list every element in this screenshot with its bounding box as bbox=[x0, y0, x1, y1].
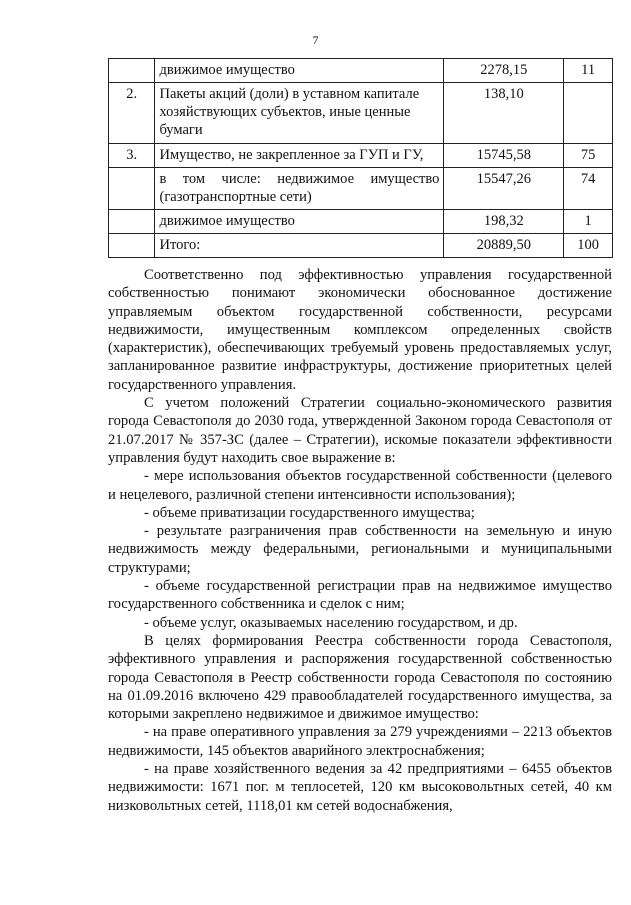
row-percent: 100 bbox=[564, 234, 613, 258]
list-item: - объеме государственной регистрации прав на недвижимое имущество государственного собственника и сделок с ним; bbox=[108, 578, 612, 613]
list-item: - на праве хозяйственного ведения за 42 предприятиями – 6455 объектов недвижимости: 1671 пог. м теплосетей, 120 км высоковольтных сетей, 40 км низковольтных сетей, 1118,01 км сетей водоснабжения, bbox=[108, 761, 612, 814]
table-row bbox=[109, 83, 613, 144]
row-value: 138,10 bbox=[444, 83, 564, 144]
list-item: - на праве оперативного управления за 279 учреждениями – 2213 объектов недвижимости, 145 объектов аварийного электроснабжения; bbox=[108, 724, 612, 759]
paragraph: Соответственно под эффективностью управления государственной собственностью понимают экономически обоснованное достижение управляемым объектом государственной собственности, ресурсами недвижимости, имущественным комплексом определенных свойств (характеристик), обеспечивающих требуемый уровень предоставляемых услуг, запланированное развитие инфраструктуры, достижение приоритетных целей государственного управления. bbox=[108, 267, 612, 393]
row-name: движимое имущество bbox=[155, 210, 444, 234]
list-item: - результате разграничения прав собственности на земельную и иную недвижимость между федеральными, региональными и муниципальными структурами; bbox=[108, 523, 612, 576]
row-number bbox=[109, 210, 155, 234]
row-number bbox=[109, 168, 155, 210]
table-row bbox=[109, 59, 613, 83]
row-value: 20889,50 bbox=[444, 234, 564, 258]
row-percent: 75 bbox=[564, 144, 613, 168]
row-value: 15745,58 bbox=[444, 144, 564, 168]
row-name: движимое имущество bbox=[155, 59, 444, 83]
paragraph: В целях формирования Реестра собственности города Севастополя, эффективного управления и распоряжения государственной собственностью города Севастополя в Реестр собственности города Севастополя по состоянию на 01.09.2016 включено 429 правообладателей государственного имущества, за которыми закреплено недвижимое и движимое имущество: bbox=[108, 632, 612, 723]
body-text bbox=[108, 266, 612, 815]
row-number: 3. bbox=[109, 144, 155, 168]
row-value: 15547,26 bbox=[444, 168, 564, 210]
table-row bbox=[109, 210, 613, 234]
row-percent bbox=[564, 83, 613, 144]
row-value: 2278,15 bbox=[444, 59, 564, 83]
row-name: Имущество, не закрепленное за ГУП и ГУ, bbox=[155, 144, 444, 168]
list-item: - объеме услуг, оказываемых населению государством, и др. bbox=[144, 614, 518, 631]
list-item: - объеме приватизации государственного имущества; bbox=[144, 504, 475, 521]
row-value: 198,32 bbox=[444, 210, 564, 234]
row-name: Пакеты акций (доли) в уставном капитале хозяйствующих субъектов, иные ценные бумаги bbox=[155, 83, 444, 144]
property-table bbox=[108, 58, 613, 258]
row-percent: 74 bbox=[564, 168, 613, 210]
row-number bbox=[109, 59, 155, 83]
row-number bbox=[109, 234, 155, 258]
row-number: 2. bbox=[109, 83, 155, 144]
list-item: - мере использования объектов государственной собственности (целевого и нецелевого, различной степени интенсивности использования); bbox=[108, 468, 612, 503]
paragraph: С учетом положений Стратегии социально-экономического развития города Севастополя до 2030 года, утвержденной Законом города Севастополя от 21.07.2017 № 357-ЗС (далее – Стратегии), искомые показатели эффективности управления будут находить свое выражение в: bbox=[108, 395, 612, 466]
page-number: 7 bbox=[312, 33, 319, 47]
row-name: Итого: bbox=[155, 234, 444, 258]
row-name: в том числе: недвижимое имущество (газотранспортные сети) bbox=[155, 168, 444, 210]
table-row bbox=[109, 168, 613, 210]
table-row bbox=[109, 144, 613, 168]
table-row bbox=[109, 234, 613, 258]
row-percent: 11 bbox=[564, 59, 613, 83]
row-percent: 1 bbox=[564, 210, 613, 234]
